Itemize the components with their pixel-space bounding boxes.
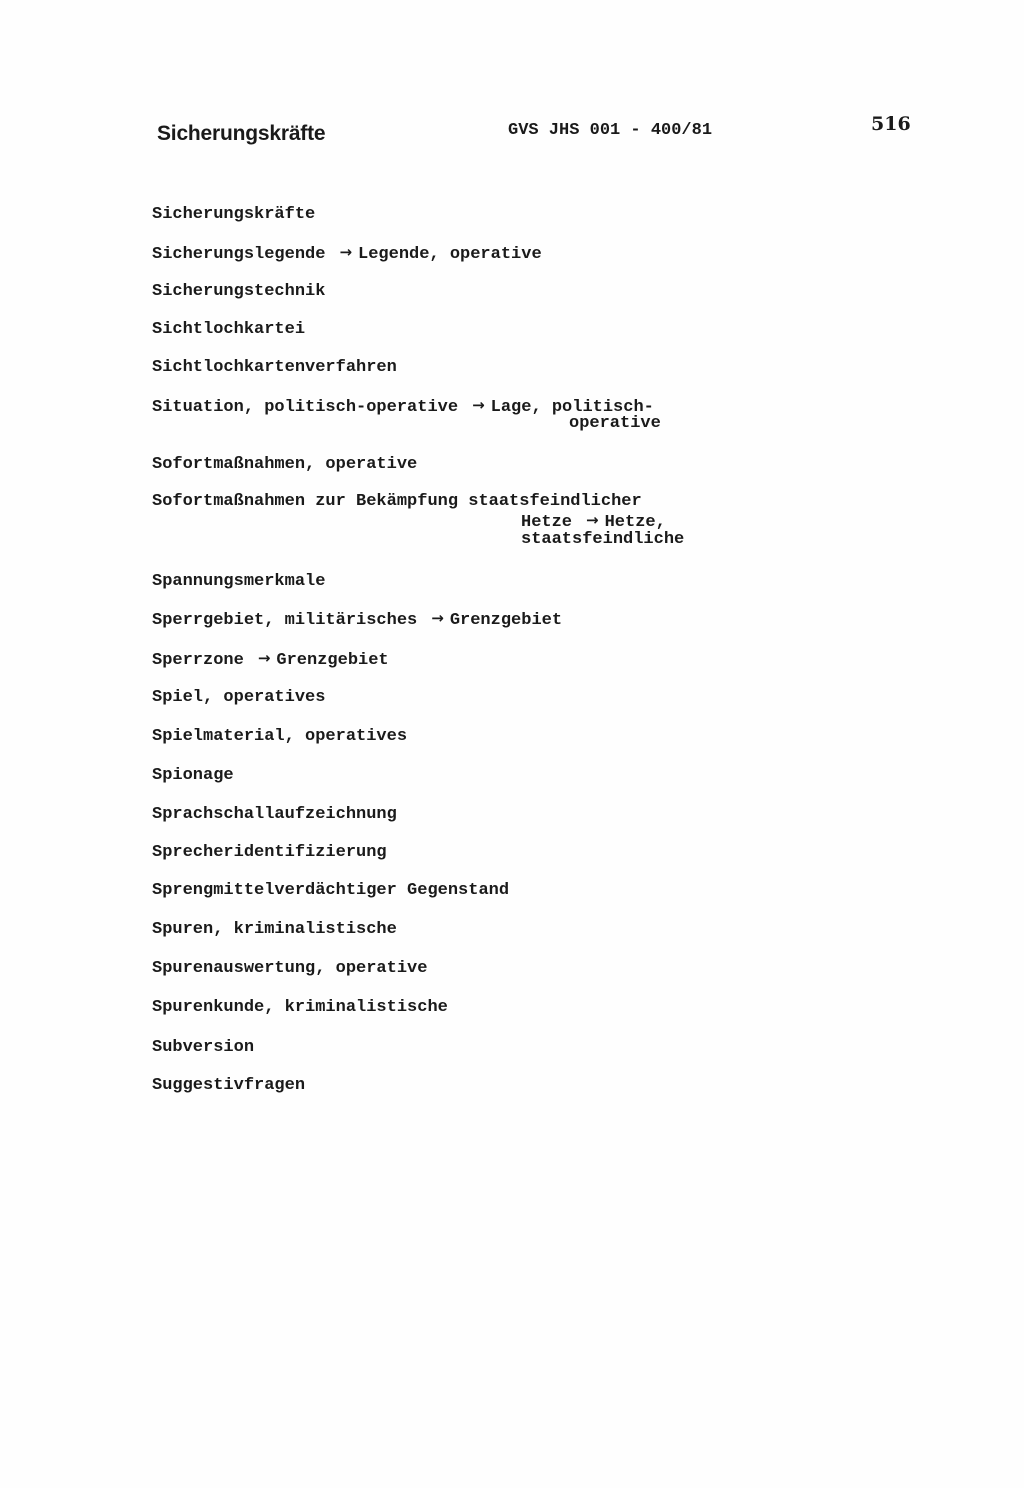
entry-term: Sofortmaßnahmen zur Bekämpfung staatsfeindlicher [152, 492, 642, 511]
entry-term-continuation [521, 511, 666, 532]
entry-reference: Grenzgebiet [449, 611, 563, 630]
entry-term-continuation-text: Hetze [521, 513, 573, 532]
entry-term: Sprecheridentifizierung [152, 843, 387, 862]
entry-term: Sicherungstechnik [152, 282, 326, 301]
entry-reference: Legende, operative [358, 245, 542, 264]
see-reference-arrow-icon: → [431, 609, 444, 627]
entry-spiel-operatives [152, 688, 325, 707]
entry-sperrzone [152, 649, 389, 670]
entry-sicherungslegende [152, 243, 542, 264]
entry-term: Sichtlochkartenverfahren [152, 358, 397, 377]
entry-term: Spannungsmerkmale [152, 572, 326, 591]
entry-term: Subversion [152, 1038, 255, 1057]
entry-sprecheridentifizierung [152, 843, 387, 862]
entry-spannungsmerkmale [152, 572, 325, 591]
entry-term: Sicherungskräfte [152, 205, 316, 224]
see-reference-arrow-icon: → [472, 396, 485, 414]
entry-sicherungstechnik [152, 282, 325, 301]
entry-reference: Grenzgebiet [276, 651, 389, 670]
entry-term: Spurenauswertung, operative [152, 959, 428, 978]
page-number: 516 [871, 113, 911, 135]
entry-term: Sprachschallaufzeichnung [152, 805, 397, 824]
entry-spurenkunde-kriminalistische [152, 998, 448, 1017]
entry-sicherungskraefte [152, 205, 315, 224]
document-reference-code: GVS JHS 001 - 400/81 [508, 121, 713, 140]
entry-spionage [152, 766, 234, 785]
entry-sprachschallaufzeichnung [152, 805, 397, 824]
entry-reference-continuation: staatsfeindliche [521, 530, 685, 549]
entry-term: Sprengmittelverdächtiger Gegenstand [152, 881, 510, 900]
entry-term: Situation, politisch-operative [152, 398, 459, 417]
entry-sichtlochkartenverfahren [152, 358, 397, 377]
entry-subversion [152, 1038, 254, 1057]
entry-sofortmassnahmen-hetze [152, 492, 642, 511]
entry-term: Sperrgebiet, militärisches [152, 611, 418, 630]
entry-spurenauswertung-operative [152, 959, 427, 978]
entry-spuren-kriminalistische [152, 920, 397, 939]
page-title: Sicherungskräfte [157, 122, 326, 145]
see-reference-arrow-icon: → [586, 511, 599, 529]
entry-term: Spuren, kriminalistische [152, 920, 397, 939]
entry-term: Spiel, operatives [152, 688, 326, 707]
entry-spielmaterial-operatives [152, 727, 407, 746]
entry-sperrgebiet-militaerisches [152, 609, 562, 630]
entry-term: Sichtlochkartei [152, 320, 306, 339]
entry-term: Suggestivfragen [152, 1076, 306, 1095]
entry-reference: Hetze, [604, 513, 666, 532]
entry-term: Sofortmaßnahmen, operative [152, 455, 418, 474]
entry-sichtlochkartei [152, 320, 305, 339]
entry-term: Spielmaterial, operatives [152, 727, 408, 746]
entry-term: Sicherungslegende [152, 245, 326, 264]
entry-term: Sperrzone [152, 651, 244, 670]
entry-sprengmittelverdaechtiger-gegenstand [152, 881, 509, 900]
entry-reference-continuation: operative [569, 414, 661, 433]
see-reference-arrow-icon: → [257, 649, 271, 667]
entry-suggestivfragen [152, 1076, 305, 1095]
entry-term: Spurenkunde, kriminalistische [152, 998, 448, 1017]
entry-reference: Lage, politisch- [490, 398, 654, 417]
entry-term: Spionage [152, 766, 234, 785]
see-reference-arrow-icon: → [339, 243, 353, 261]
entry-sofortmassnahmen-operative [152, 455, 417, 474]
